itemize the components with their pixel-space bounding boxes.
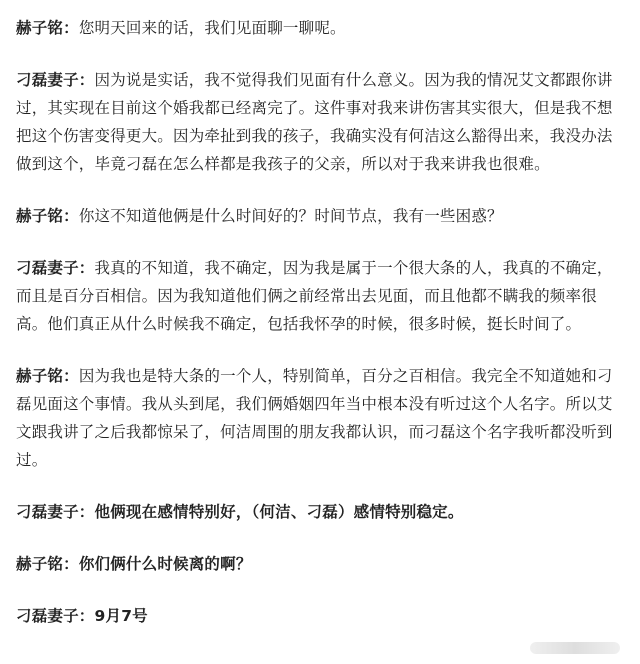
speaker-name: 刁磊妻子： [16,71,95,89]
line-text: 您明天回来的话，我们见面聊一聊呢。 [78,19,346,37]
speaker-name: 赫子铭： [16,207,79,225]
line-text: 因为我也是特大条的一个人，特别简单，百分之百相信。我完全不知道她和刁磊见面这个事情。我从头到尾，我们俩婚姻四年当中根本没有听过这个人名字。所以艾文跟我讲了之后我都惊呆了，何洁周围的朋友我都认识，而刁磊这个名字我听都没听到过。 [16,367,613,469]
line-text: 因为说是实话，我不觉得我们见面有什么意义。因为我的情况艾文都跟你讲过，其实现在目前这个婚我都已经离完了。这件事对我来讲伤害其实很大，但是我不想把这个伤害变得更大。因为牵扯到我的孩子，我确实没有何洁这么豁得出来，我没办法做到这个，毕竟刁磊在怎么样都是我孩子的父亲，所以对于我来讲我也很难。 [16,71,613,173]
transcript-line-4 [16,254,628,338]
speaker-name: 刁磊妻子： [16,503,95,521]
speaker-name: 赫子铭： [16,367,79,385]
speaker-name: 刁磊妻子： [16,607,95,625]
line-text: 9月7号 [94,607,148,625]
transcript-line-6 [16,498,628,526]
transcript-line-1 [16,14,628,42]
transcript-line-8 [16,602,628,630]
line-text: 他俩现在感情特别好，（何洁、刁磊）感情特别稳定。 [94,503,464,521]
transcript-line-2 [16,66,628,178]
speaker-name: 赫子铭： [16,555,79,573]
transcript-line-5 [16,362,628,474]
line-text: 你这不知道他俩是什么时间好的？时间节点，我有一些困惑？ [78,207,503,225]
transcript-line-7 [16,550,628,578]
interview-transcript [16,14,628,630]
speaker-name: 赫子铭： [16,19,79,37]
line-text: 我真的不知道，我不确定，因为我是属于一个很大条的人，我真的不确定，而且是百分百相信。因为我知道他们俩之前经常出去见面，而且他都不瞒我的频率很高。他们真正从什么时候我不确定，包括我怀孕的时候，很多时候，挺长时间了。 [16,259,613,333]
transcript-line-3 [16,202,628,230]
blurred-watermark [530,642,620,654]
speaker-name: 刁磊妻子： [16,259,95,277]
line-text: 你们俩什么时候离的啊？ [78,555,252,573]
